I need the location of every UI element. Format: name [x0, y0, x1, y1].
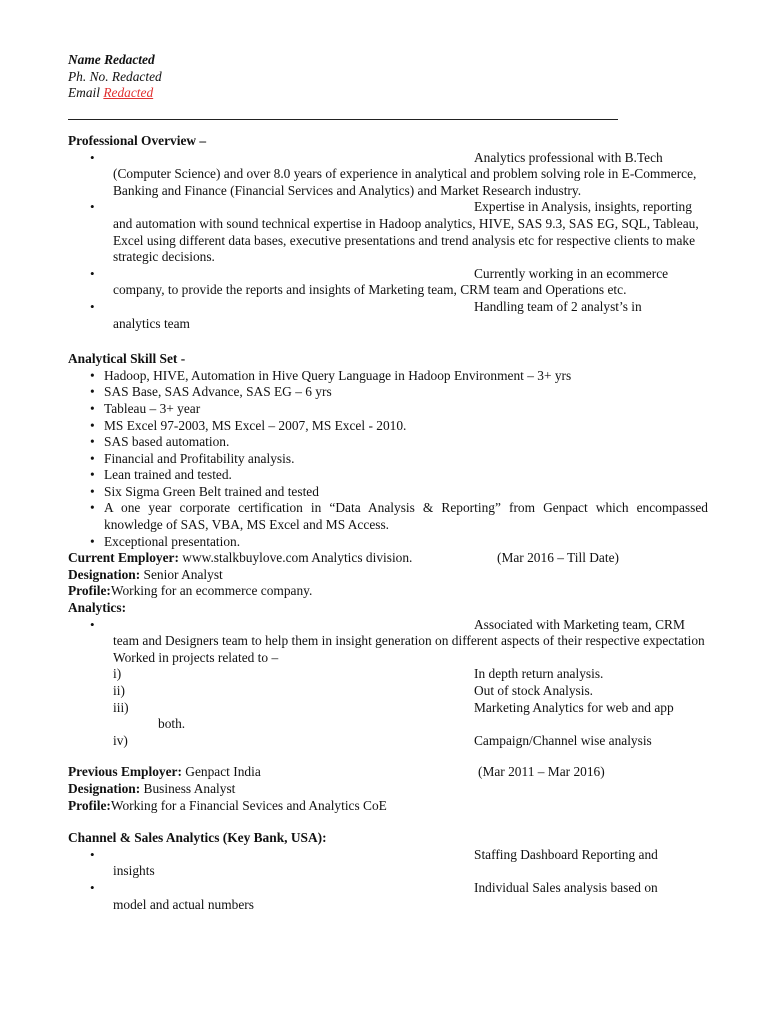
skill-item: • Lean trained and tested.	[68, 467, 708, 484]
skill-item: • A one year corporate certification in “Data Analysis & Reporting” from Genpact which encompassed knowledge of SAS, VBA, MS Excel and MS Access.	[68, 500, 708, 533]
previous-designation-line: Designation: Business Analyst	[68, 780, 236, 796]
previous-employer-value: Genpact India	[181, 764, 261, 780]
current-employer-value: www.stalkbuylove.com Analytics division.	[178, 550, 413, 566]
skill-item: • SAS based automation.	[68, 434, 708, 451]
phone-number: Ph. No. Redacted	[68, 68, 162, 84]
header-divider	[68, 119, 618, 120]
channel-bullet: • Individual Sales analysis based on model and actual numbers	[68, 880, 708, 913]
channel-heading: Channel & Sales Analytics (Key Bank, USA):	[68, 830, 327, 846]
email-line	[68, 85, 162, 102]
skill-item: • Hadoop, HIVE, Automation in Hive Query Language in Hadoop Environment – 3+ yrs	[68, 368, 708, 385]
skill-item: • Tableau – 3+ year	[68, 401, 708, 418]
previous-profile-line: Profile:Working for a Financial Sevices and Analytics CoE	[68, 797, 387, 813]
analytics-bullet: • Associated with Marketing team, CRM team and Designers team to help them in insight generation on different aspects of their respective expectation	[68, 617, 708, 650]
resume-body	[68, 133, 708, 913]
skill-item: • Exceptional presentation.	[68, 534, 708, 551]
project-item-continuation: both.	[158, 716, 186, 732]
overview-bullet: • Analytics professional with B.Tech (Computer Science) and over 8.0 years of experience in analytical and problem solving role in E-Commerce, Banking and Finance (Financial Services and Analytics) and Market Research industry.	[68, 150, 708, 200]
current-profile-line: Profile:Working for an ecommerce company.	[68, 583, 313, 599]
project-item: i) In depth return analysis.	[113, 666, 604, 682]
skill-item: • Six Sigma Green Belt trained and tested	[68, 484, 708, 501]
project-item: ii) Out of stock Analysis.	[113, 683, 594, 698]
overview-heading: Professional Overview –	[68, 133, 207, 148]
project-item: iii) Marketing Analytics for web and app	[113, 699, 674, 715]
skill-item: • Financial and Profitability analysis.	[68, 451, 708, 468]
candidate-name: Name Redacted	[68, 52, 155, 67]
previous-employer-label: Previous Employer:	[68, 764, 182, 780]
current-employer-label: Current Employer:	[68, 550, 179, 566]
projects-intro: Worked in projects related to –	[113, 649, 279, 665]
channel-bullet: • Staffing Dashboard Reporting and insights	[68, 847, 708, 880]
overview-bullet: • Handling team of 2 analyst’s in analytics team	[68, 299, 708, 332]
current-employer-line	[68, 550, 708, 567]
previous-employment-dates: (Mar 2011 – Mar 2016)	[478, 764, 605, 780]
skill-item: • SAS Base, SAS Advance, SAS EG – 6 yrs	[68, 384, 708, 401]
skills-list	[68, 368, 708, 551]
skills-heading: Analytical Skill Set -	[68, 351, 186, 367]
overview-bullet: • Expertise in Analysis, insights, reporting and automation with sound technical expertise in Hadoop analytics, HIVE, SAS 9.3, SAS EG, SQL, Tableau, Excel using different data bases, executive presentations and trend analysis etc for respective clients to make strategic decisions.	[68, 199, 708, 265]
contact-header	[68, 52, 162, 102]
skill-item: • MS Excel 97-2003, MS Excel – 2007, MS Excel - 2010.	[68, 418, 708, 435]
email-link[interactable]: Redacted	[103, 85, 154, 100]
project-item: iv) Campaign/Channel wise analysis	[113, 732, 652, 748]
analytics-label: Analytics:	[68, 600, 127, 616]
previous-employer-line	[68, 764, 708, 781]
email-label: Email	[68, 85, 104, 100]
overview-bullet: • Currently working in an ecommerce company, to provide the reports and insights of Marketing team, CRM team and Operations etc.	[68, 266, 708, 299]
current-designation-line: Designation: Senior Analyst	[68, 566, 223, 582]
current-employment-dates: (Mar 2016 – Till Date)	[497, 550, 619, 566]
